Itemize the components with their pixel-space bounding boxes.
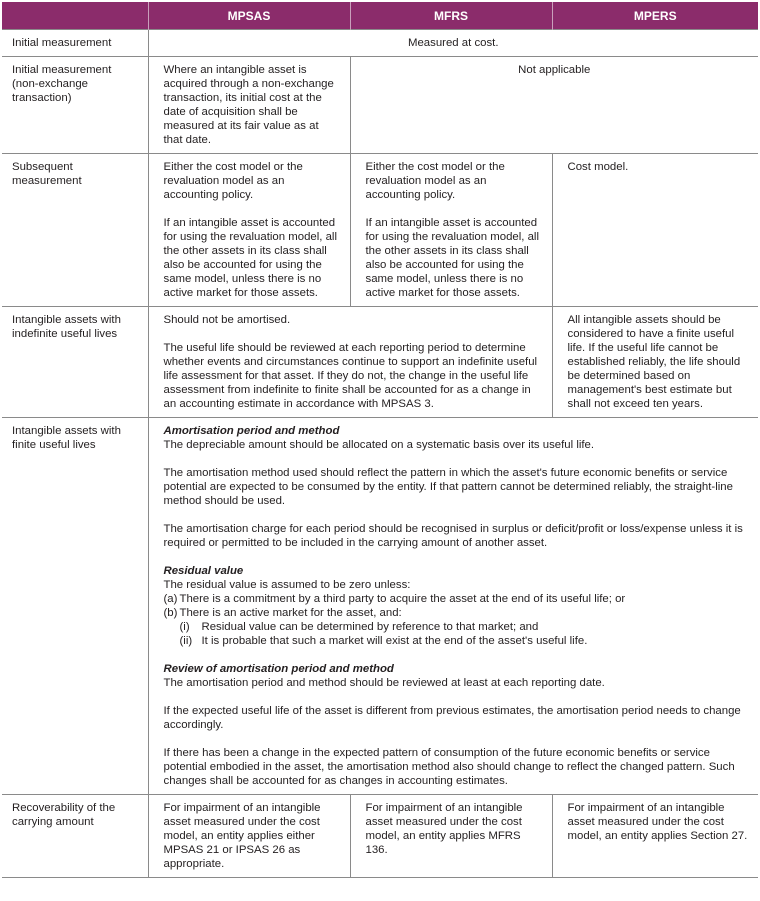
header-mpers: MPERS [552, 2, 758, 30]
row-finite [2, 418, 758, 795]
header-row [2, 2, 758, 30]
cell-text: The depreciable amount should be allocated on a systematic basis over its useful life. [163, 439, 595, 451]
subheading: Review of amortisation period and method [163, 663, 394, 675]
list-item [164, 620, 749, 634]
list-marker: (b) [163, 607, 178, 619]
cell-text: The useful life should be reviewed at each reporting period to determine whether events and circumstances continue to support an indefinite useful life assessment for that asset. If they do not, the change in the useful life assessment from indefinite to finite shall be accounted for as a change in an accounting estimate in accordance with MPSAS 3. [163, 342, 538, 410]
cell-mpsas: For impairment of an intangible asset measured under the cost model, an entity applies either MPSAS 21 or IPSAS 26 as appropriate. [148, 795, 350, 878]
cell-text: Either the cost model or the revaluation model as an accounting policy. [365, 161, 505, 201]
cell-text: The residual value is assumed to be zero unless: [163, 579, 411, 591]
cell-mfrs-mpers: Not applicable [350, 57, 758, 154]
row-label: Intangible assets with indefinite useful lives [2, 307, 148, 418]
list-item [164, 634, 749, 648]
cell-all-standards [148, 418, 758, 795]
row-indefinite [2, 307, 758, 418]
list-marker: (ii) [179, 635, 193, 647]
header-mpsas: MPSAS [148, 2, 350, 30]
subheading: Residual value [163, 565, 244, 577]
cell-text: The amortisation period and method should be reviewed at least at each reporting date. [163, 677, 605, 689]
cell-all-standards: Measured at cost. [148, 30, 758, 57]
list-text: It is probable that such a market will exist at the end of the asset's useful life. [201, 635, 588, 647]
cell-mpsas-mfrs [148, 307, 552, 418]
subheading: Amortisation period and method [163, 425, 340, 437]
cell-mpers: All intangible assets should be considered to have a finite useful life. If the useful life cannot be established reliably, the life should be determined based on management's best estimate but shall not exceed ten years. [552, 307, 758, 418]
row-initial-measurement [2, 30, 758, 57]
cell-text: Where an intangible asset is acquired through a non-exchange transaction, its initial cost at the date of acquisition shall be measured at its fair value as at that date. [163, 64, 334, 146]
list-text: There is a commitment by a third party to acquire the asset at the end of its useful life; or [179, 593, 626, 605]
row-label: Initial measurement [2, 30, 148, 57]
cell-mfrs [350, 154, 552, 307]
list-item [164, 592, 749, 606]
cell-mpers: Cost model. [552, 154, 758, 307]
cell-text: If an intangible asset is accounted for using the revaluation model, all the other assets in its class shall also be accounted for using the same model, unless there is no active market for those assets. [365, 217, 539, 299]
list-marker: (i) [179, 621, 190, 633]
row-recoverability [2, 795, 758, 878]
cell-text: If the expected useful life of the asset is different from previous estimates, the amortisation period needs to change accordingly. [163, 705, 741, 731]
cell-mfrs: For impairment of an intangible asset measured under the cost model, an entity applies MFRS 136. [350, 795, 552, 878]
row-label: Subsequent measurement [2, 154, 148, 307]
list-text: There is an active market for the asset, and: [179, 607, 402, 619]
header-corner [2, 2, 148, 30]
row-subsequent [2, 154, 758, 307]
cell-mpsas [148, 57, 350, 154]
cell-text: If there has been a change in the expected pattern of consumption of the future economic benefits or service potential embodied in the asset, the amortisation method also should change to reflect the changed pattern. Such changes shall be accounted for as changes in accounting estimates. [163, 747, 735, 787]
row-non-exchange [2, 57, 758, 154]
row-label: Recoverability of the carrying amount [2, 795, 148, 878]
row-label: Intangible assets with finite useful lives [2, 418, 148, 795]
cell-text: If an intangible asset is accounted for using the revaluation model, all the other assets in its class shall also be accounted for using the same model, unless there is no active market for those assets. [163, 217, 337, 299]
list-item [164, 606, 749, 620]
cell-text: The amortisation charge for each period should be recognised in surplus or deficit/profit or loss/expense unless it is required or permitted to be included in the carrying amount of another asset. [163, 523, 743, 549]
cell-text: Should not be amortised. [163, 314, 291, 326]
list-text: Residual value can be determined by reference to that market; and [201, 621, 539, 633]
cell-text: Either the cost model or the revaluation model as an accounting policy. [163, 161, 303, 201]
cell-text: The amortisation method used should reflect the pattern in which the asset's future economic benefits or service potential are expected to be consumed by the entity. If that pattern cannot be determined reliably, the straight-line method should be used. [163, 467, 733, 507]
header-mfrs: MFRS [350, 2, 552, 30]
list-marker: (a) [163, 593, 178, 605]
row-label: Initial measurement (non-exchange transaction) [2, 57, 148, 154]
comparison-table [2, 2, 758, 878]
cell-mpers: For impairment of an intangible asset measured under the cost model, an entity applies Section 27. [552, 795, 758, 878]
cell-mpsas [148, 154, 350, 307]
